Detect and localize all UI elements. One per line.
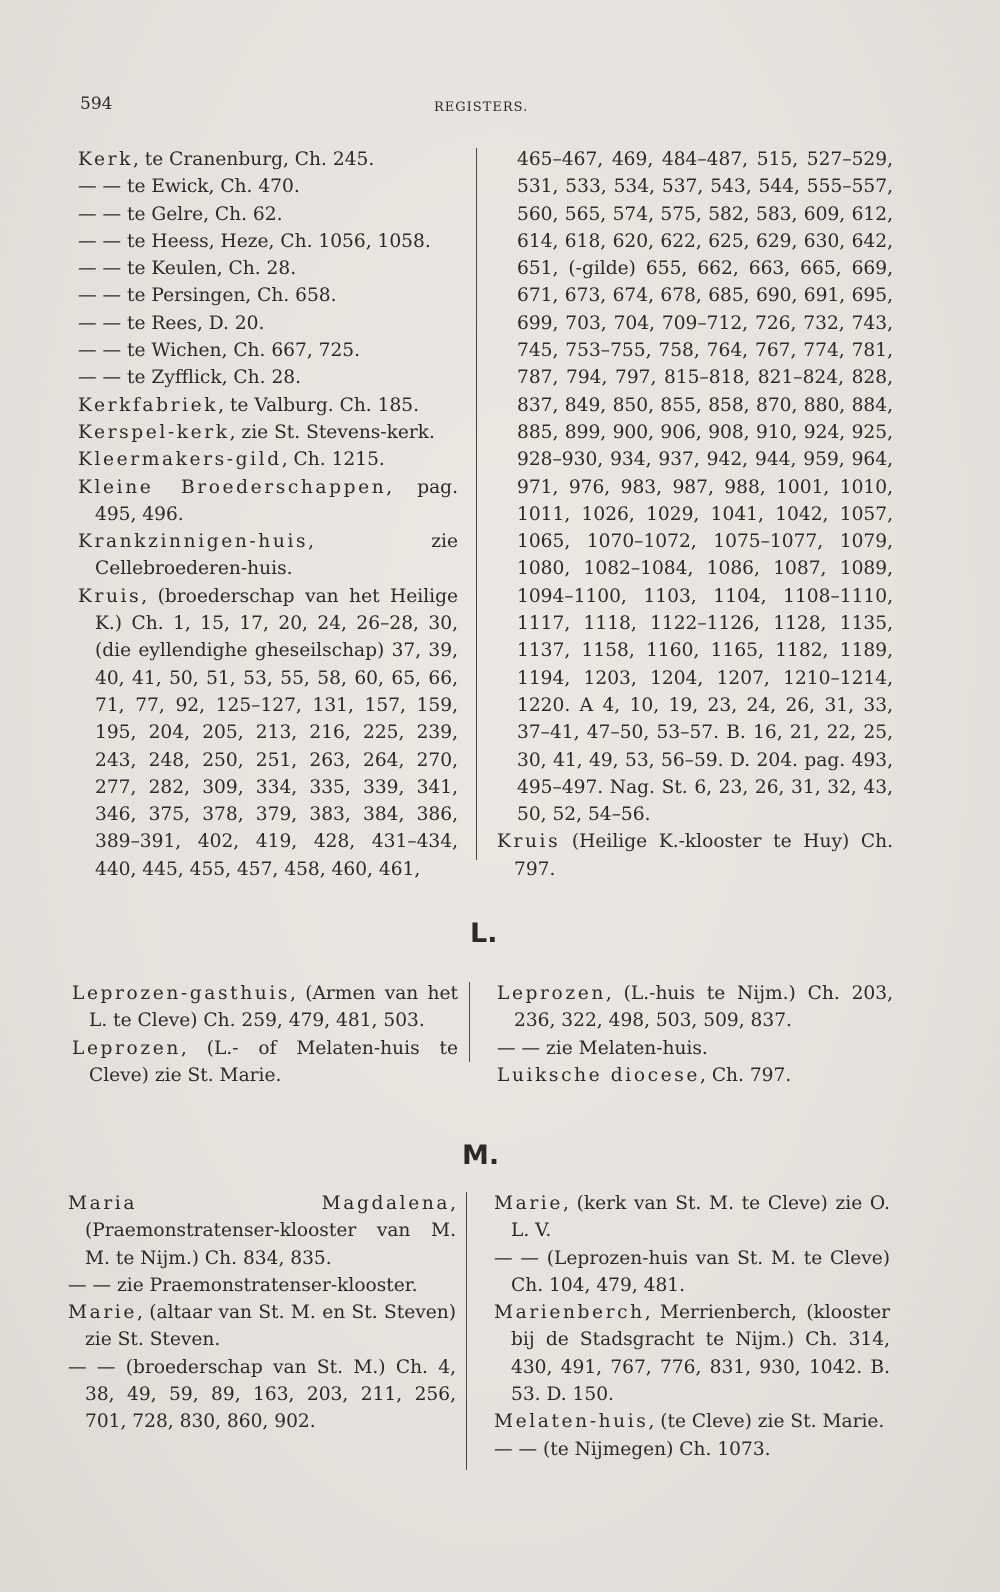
entry-keyword: Kruis (497, 831, 561, 853)
entry-keyword: Marienberch (494, 1302, 645, 1324)
column-rule (466, 1192, 467, 1470)
entry-text: (Heilige K.-klooster te Huy) Ch. 797. (514, 831, 893, 880)
entry-keyword: Kleermakers-gild (78, 449, 282, 471)
index-entry (497, 828, 893, 883)
running-head: REGISTERS. (434, 100, 529, 115)
entry-text: — — te Wichen, Ch. 667, 725. (78, 340, 361, 362)
index-entry (497, 1062, 893, 1089)
entry-text: , Ch. 797. (700, 1064, 792, 1086)
entry-text: — — te Heess, Heze, Ch. 1056, 1058. (78, 230, 431, 252)
entry-text: — — (te Nijmegen) Ch. 1073. (494, 1438, 771, 1460)
index-entry (78, 446, 458, 473)
entry-text: — — te Zyfflick, Ch. 28. (78, 367, 302, 389)
entry-keyword: Maria Magdalena (68, 1193, 451, 1214)
entry-text: , (Praemonstratenser-klooster van M. M. te Nijm.) Ch. 834, 835. (85, 1193, 456, 1269)
section-l-left-column (72, 980, 458, 1089)
index-entry (78, 419, 458, 446)
entry-text: — — (broederschap van St. M.) Ch. 4, 38, 49, 59, 89, 163, 203, 211, 256, 701, 728, 830, 860, 902. (68, 1356, 456, 1433)
index-entry (78, 310, 458, 337)
section-letter-l: L. (470, 918, 498, 949)
entry-text: , (altaar van St. M. en St. Steven) zie St. Steven. (85, 1302, 456, 1351)
entry-text: , (te Cleve) zie St. Marie. (648, 1411, 885, 1433)
index-entry (78, 201, 458, 228)
index-entry (78, 583, 458, 883)
index-entry (78, 282, 458, 309)
index-entry (494, 1299, 890, 1408)
entry-text: , te Cranenburg, Ch. 245. (132, 149, 375, 170)
entry-text: , Ch. 1215. (281, 449, 385, 471)
index-entry (78, 392, 458, 419)
entry-text: 465–467, 469, 484–487, 515, 527–529, 531, 533, 534, 537, 543, 544, 555–557, 560, 565, 574, 575, 582, 583, 609, 612, 614, 618, 620, 622, 625, 629, 630, 642, 651, (-gilde) 655, 662, 663, 665, 669, 671, 673, 674, 678, 685, 690, 691, 695, 699, 703, 704, 709–712, 726, 732, 743, 745, 753–755, 758, 764, 767, 774, 781, 787, 794, 797, 815–818, 821–824, 828, 837, 849, 850, 855, 858, 870, 880, 884, 885, 899, 900, 906, 908, 910, 924, 925, 928–930, 934, 937, 942, 944, 959, 964, 971, 976, 983, 987, 988, 1001, 1010, 1011, 1026, 1029, 1041, 1042, 1057, 1065, 1070–1072, 1075–1077, 1079, 1080, 1082–1084, 1086, 1087, 1089, 1094–1100, 1103, 1104, 1108–1110, 1117, 1118, 1122–1126, 1128, 1135, 1137, 1158, 1160, 1165, 1182, 1189, 1194, 1203, 1204, 1207, 1210–1214, 1220. A 4, 10, 19, 23, 24, 26, 31, 33, 37–41, 47–50, 53–57. B. 16, 21, 22, 25, 30, 41, 49, 53, 56–59. D. 204. pag. 493, 495–497. Nag. St. 6, 23, 26, 31, 32, 43, 50, 52, 54–56. (517, 149, 893, 826)
section-k-left-column (78, 146, 458, 883)
index-entry (78, 474, 458, 529)
entry-keyword: Melaten-huis (494, 1411, 649, 1433)
entry-keyword: Marie (68, 1302, 137, 1324)
entry-text: , (L.- of Melaten-huis te Cleve) zie St. Marie. (89, 1037, 458, 1086)
index-entry (68, 1272, 456, 1299)
index-entry (68, 1299, 456, 1354)
entry-text: , pag. 495, 496. (95, 476, 458, 525)
entry-keyword: Kerkfabriek (78, 394, 219, 416)
entry-keyword: Leprozen (497, 983, 606, 1004)
entry-text: — — zie Melaten-huis. (497, 1037, 708, 1059)
entry-text: — — te Persingen, Ch. 658. (78, 285, 337, 307)
index-entry (497, 146, 893, 828)
entry-keyword: Krankzinnigen-huis (78, 531, 309, 553)
index-entry (68, 1354, 456, 1436)
page-number: 594 (80, 94, 113, 114)
entry-keyword: Luiksche diocese (497, 1064, 700, 1086)
entry-text: , Merrienberch, (klooster bij de Stadsgracht te Nijm.) Ch. 314, 430, 491, 767, 776, 831, 930, 1042. B. 53. D. 150. (511, 1302, 890, 1406)
index-entry (78, 255, 458, 282)
index-entry (494, 1245, 890, 1300)
index-entry (68, 1190, 456, 1272)
entry-text: , te Valburg. Ch. 185. (218, 394, 420, 416)
index-entry (72, 980, 458, 1035)
entry-keyword: Kerspel-kerk (78, 421, 230, 443)
entry-keyword: Kleine Broederschappen (78, 476, 387, 498)
entry-keyword: Kerk (78, 149, 133, 170)
entry-text: , (L.-huis te Nijm.) Ch. 203, 236, 322, 498, 503, 509, 837. (514, 983, 893, 1032)
index-entry (497, 1035, 893, 1062)
entry-text: , (Armen van het L. te Cleve) Ch. 259, 479, 481, 503. (89, 983, 458, 1032)
entry-text: , (kerk van St. M. te Cleve) zie O. L. V. (511, 1193, 890, 1242)
index-entry (78, 337, 458, 364)
index-entry (78, 364, 458, 391)
index-entry (72, 1035, 458, 1090)
entry-keyword: Marie (494, 1193, 563, 1214)
column-rule (476, 148, 477, 860)
entry-text: — — (Leprozen-huis van St. M. te Cleve) Ch. 104, 479, 481. (494, 1247, 890, 1296)
section-l-right-column (497, 980, 893, 1089)
index-entry (497, 980, 893, 1035)
index-entry (78, 173, 458, 200)
entry-text: , (broederschap van het Heilige K.) Ch. 1, 15, 17, 20, 24, 26–28, 30, (die eyllendighe gheseilschap) 37, 39, 40, 41, 50, 51, 53, 55, 58, 60, 65, 66, 71, 77, 92, 125–127, 131, 157, 159, 195, 204, 205, 213, 216, 225, 239, 243, 248, 250, 251, 263, 264, 270, 277, 282, 309, 334, 335, 339, 341, 346, 375, 378, 379, 383, 384, 386, 389–391, 402, 419, 428, 431–434, 440, 445, 455, 457, 458, 460, 461, (95, 585, 458, 880)
entry-text: — — te Keulen, Ch. 28. (78, 258, 297, 280)
section-letter-m: M. (462, 1140, 500, 1171)
entry-keyword: Kruis (78, 585, 142, 607)
entry-text: — — te Ewick, Ch. 470. (78, 176, 300, 198)
section-m-left-column (68, 1190, 456, 1436)
entry-text: — — zie Praemonstratenser-klooster. (68, 1274, 418, 1296)
index-entry (78, 228, 458, 255)
index-entry (78, 528, 458, 583)
index-entry (494, 1190, 890, 1245)
entry-keyword: Leprozen (72, 1037, 181, 1059)
index-entry (494, 1408, 890, 1435)
section-m-right-column (494, 1190, 890, 1463)
entry-keyword: Leprozen-gasthuis (72, 983, 291, 1004)
entry-text: — — te Rees, D. 20. (78, 312, 265, 334)
index-entry (78, 146, 458, 173)
column-rule (469, 982, 470, 1062)
entry-text: , zie St. Stevens-kerk. (229, 421, 435, 443)
entry-text: , zie Cellebroederen-huis. (95, 531, 458, 580)
index-entry (494, 1436, 890, 1463)
entry-text: — — te Gelre, Ch. 62. (78, 203, 283, 225)
section-k-right-column (497, 146, 893, 883)
